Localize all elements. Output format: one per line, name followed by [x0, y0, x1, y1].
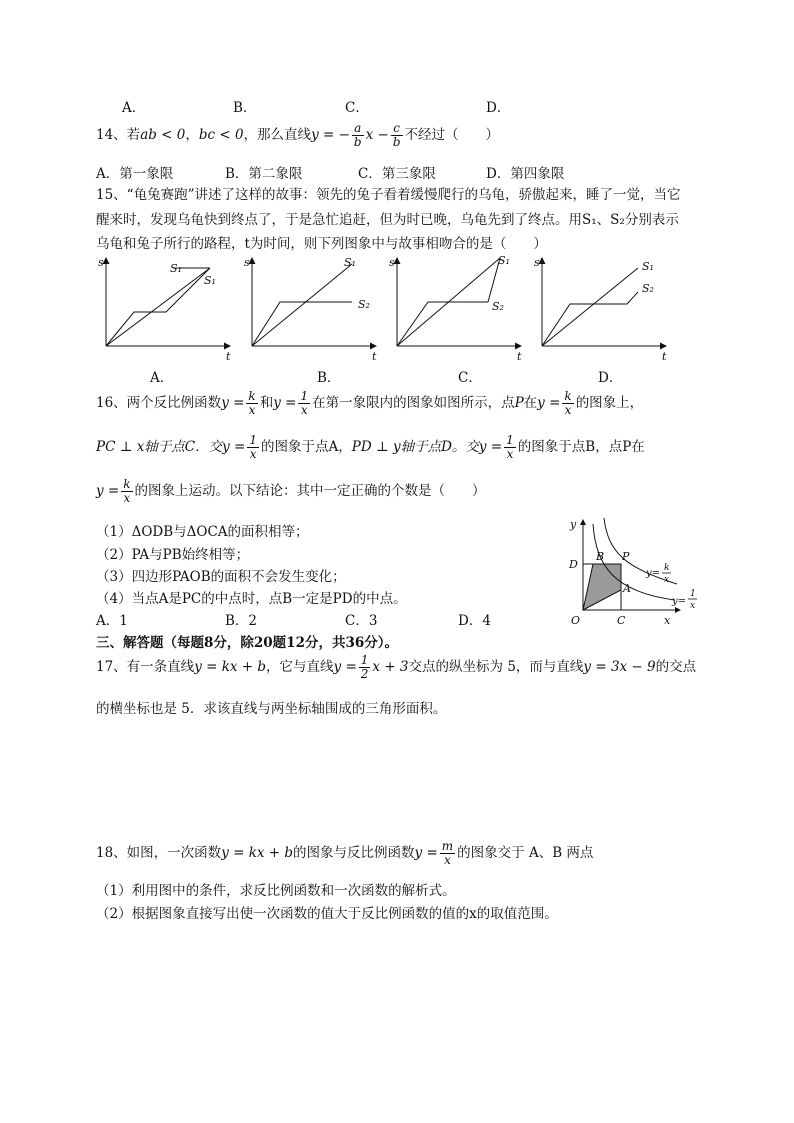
q16-fig-d: D — [569, 558, 578, 571]
q13-option-a: A． — [122, 100, 146, 116]
q18-frac-num: m — [441, 839, 454, 853]
q18-c: 的图象交于 A、B 两点 — [457, 845, 594, 861]
q16-eq1: y = — [221, 395, 245, 411]
q17-d: 的交点 — [655, 659, 697, 675]
q17-line-1 — [96, 654, 696, 681]
q16-frac-num: k — [248, 389, 256, 403]
q16-frac-den: x — [564, 403, 572, 417]
q16-frac-1-x-3 — [504, 434, 516, 461]
q16-frac-k-x-3 — [121, 478, 132, 505]
q17-a: 17、有一条直线 — [96, 659, 195, 675]
q14-mid: ，那么直线 — [243, 127, 312, 143]
q15-option-c: C． — [458, 370, 482, 386]
q15-b-axis-s: s — [244, 256, 250, 269]
q17-eq2b: x + 3 — [372, 659, 409, 675]
q17-b: ，它与直线 — [266, 659, 334, 675]
q16-fig-label-k-pre: y= — [646, 568, 661, 579]
q16-frac-den: x — [248, 403, 256, 417]
q16-l1c: 在第一象限内的图象如图所示，点 — [312, 395, 515, 411]
q15-c-s2: S₂ — [492, 300, 504, 313]
q15-c-axis-s: s — [389, 256, 395, 269]
q17-frac-half — [359, 654, 371, 681]
q15-d-axis-t: t — [662, 350, 667, 363]
q14-frac2-num: c — [391, 122, 403, 136]
q15-line-3: 乌龟和兔子所行的路程，t为时间，则下列图象中与故事相吻合的是（ ） — [96, 236, 547, 252]
q16-fig-label-1-pre: y= — [672, 596, 687, 607]
q16-eq4: y = — [478, 439, 503, 455]
q16-fig-x: x — [664, 614, 671, 627]
q13-option-b: B． — [233, 100, 257, 116]
q14-prefix: 14、若 — [96, 127, 141, 143]
q15-d-s2: S₂ — [642, 282, 654, 295]
q15-a-axis-s: s — [98, 256, 104, 269]
q18-item-2: （2）根据图象直接写出使一次函数的值大于反比例函数的值的x的取值范围。 — [96, 906, 558, 922]
q16-frac-num: k — [123, 477, 131, 491]
q18-frac-m-x — [440, 840, 455, 867]
q16-fig-y: y — [570, 518, 577, 531]
q16-eq3: y = — [222, 439, 246, 455]
q16-fig-b: B — [596, 550, 605, 563]
q16-option-c: C．3 — [345, 613, 378, 629]
q16-line-1 — [96, 390, 643, 417]
q16-l2a: PC ⊥ x轴于点C．交 — [96, 439, 223, 455]
q16-shaded-quadrilateral — [583, 564, 621, 610]
q14-frac1-num: a — [352, 122, 364, 136]
q14-suffix: 不经过（ ） — [404, 127, 499, 143]
q16-fig-a: A — [623, 582, 631, 595]
q15-d-s1: S₁ — [642, 260, 654, 273]
q16-frac-den: x — [249, 447, 257, 461]
q18-item-1: （1）利用图中的条件，求反比例函数和一次函数的解析式。 — [96, 883, 456, 899]
q15-c-axis-t: t — [517, 350, 522, 363]
q16-l1a: 16、两个反比例函数 — [96, 395, 222, 411]
q17-eq1: y = kx + b — [194, 659, 267, 675]
q16-option-a: A．1 — [96, 613, 128, 629]
q16-l2c: PD ⊥ y轴于点D。交 — [351, 439, 479, 455]
q14-option-a: A．第一象限 — [96, 166, 174, 182]
q16-figure — [560, 512, 710, 630]
q16-frac-num: k — [564, 389, 572, 403]
q16-item-2: （2）PA与PB始终相等； — [96, 547, 250, 563]
q16-frac-k-x-2 — [562, 390, 573, 417]
q15-line-1: 15、“龟兔赛跑”讲述了这样的故事：领先的兔子看着缓慢爬行的乌龟，骄傲起来，睡了一觉，当它 — [96, 187, 681, 203]
q16-l3b: 的图象上运动。以下结论：其中一定正确的个数是（ ） — [134, 483, 486, 499]
q16-item-3: （3）四边形PAOB的面积不会发生变化； — [96, 569, 346, 585]
q17-eq2a: y = — [333, 659, 357, 675]
q16-item-1: （1）ΔODB与ΔOCA的面积相等； — [96, 524, 309, 540]
q15-b-axis-t: t — [372, 350, 377, 363]
q16-l1b: 和 — [259, 395, 274, 411]
q15-b-s2: S₂ — [358, 298, 370, 311]
q14-cond1: ab < 0 — [140, 127, 186, 143]
q16-frac-num: 1 — [506, 433, 514, 447]
q15-option-b: B． — [317, 370, 341, 386]
q13-option-c: C． — [345, 100, 369, 116]
q18-b: 的图象与反比例函数 — [293, 845, 415, 861]
q16-fig-c: C — [617, 614, 626, 627]
q16-frac-den: x — [300, 403, 308, 417]
q16-l2d: 的图象于点B，点P在 — [517, 439, 645, 455]
q16-frac-1-x-1 — [298, 390, 310, 417]
q15-graphs — [90, 252, 690, 367]
q15-option-a: A． — [150, 370, 174, 386]
q18-frac-den: x — [444, 853, 451, 867]
section-3-heading: 三、解答题（每题8分，除20题12分，共36分）。 — [96, 635, 399, 651]
q15-line-2: 醒来时，发现乌龟快到终点了，于是急忙追赶，但为时已晚，乌龟先到了终点。用S₁、S₂分别表示 — [96, 212, 679, 228]
q16-frac-k-x-1 — [246, 390, 257, 417]
q18-eq1: y = kx + b — [221, 845, 294, 861]
q16-fig-label-1-den: x — [690, 601, 696, 611]
q15-b-s1: S₁ — [344, 256, 356, 269]
q15-a-axis-t: t — [226, 350, 231, 363]
q18-line-1 — [96, 840, 593, 867]
q14-eq-mid: x − — [365, 127, 389, 143]
q16-frac-num: 1 — [249, 433, 258, 447]
q16-option-b: B．2 — [225, 613, 258, 629]
q16-eq2: y = — [273, 395, 297, 411]
q16-item-4: （4）当点A是PC的中点时，点B一定是PD的中点。 — [96, 591, 407, 607]
q16-eq1b: y = — [537, 395, 561, 411]
q16-l1d: 在 — [523, 395, 538, 411]
q16-fig-label-1-num: 1 — [690, 589, 696, 599]
q17-c: 交点的纵坐标为 5，而与直线 — [408, 659, 584, 675]
q15-graph-a — [106, 258, 230, 346]
q15-c-s1: S₁ — [498, 254, 510, 267]
q16-eq5: y = — [96, 483, 120, 499]
q17-eq3: y = 3x − 9 — [583, 659, 656, 675]
q15-a-s2: S₁ — [204, 274, 216, 287]
q16-frac-num: 1 — [300, 389, 309, 403]
q14-cond2: bc < 0 — [198, 127, 244, 143]
q16-fig-label-k-num: k — [664, 563, 670, 573]
q15-a-s1: S₁ — [170, 262, 182, 275]
q17-frac-num: 1 — [360, 653, 369, 667]
q18-eq2: y = — [414, 845, 438, 861]
q16-frac-den: x — [123, 491, 131, 505]
q14-option-d: D．第四象限 — [486, 166, 565, 182]
q16-line-3 — [96, 478, 486, 505]
q14-frac-c-b — [391, 122, 403, 149]
q14-frac1-den: b — [353, 135, 362, 149]
q14-frac2-den: b — [392, 135, 401, 149]
q16-frac-1-x-2 — [247, 434, 259, 461]
q14-option-c: C．第三象限 — [358, 166, 436, 182]
q16-l2b: 的图象于点A， — [261, 439, 352, 455]
q16-frac-den: x — [506, 447, 514, 461]
q16-point-p: P — [514, 395, 524, 411]
q15-d-axis-s: s — [534, 256, 540, 269]
q15-option-d: D． — [598, 370, 623, 386]
q16-option-d: D．4 — [458, 613, 491, 629]
q14-eq-left: y = − — [311, 127, 350, 143]
q18-a: 18、如图，一次函数 — [96, 845, 222, 861]
q17-frac-den: 2 — [360, 667, 369, 681]
q14-frac-a-b — [352, 122, 364, 149]
q17-line-2: 的横坐标也是 5．求该直线与两坐标轴围成的三角形面积。 — [96, 701, 447, 717]
q14-stem — [96, 122, 499, 149]
q16-fig-label-k-den: x — [664, 575, 670, 585]
q14-option-b: B．第二象限 — [225, 166, 303, 182]
q14-sep: ， — [185, 127, 199, 143]
q13-option-d: D． — [486, 100, 511, 116]
q16-fig-p: P — [622, 550, 630, 563]
q16-fig-o: O — [571, 614, 581, 627]
q16-line-2 — [96, 434, 645, 461]
q16-l1e: 的图象上， — [575, 395, 644, 411]
